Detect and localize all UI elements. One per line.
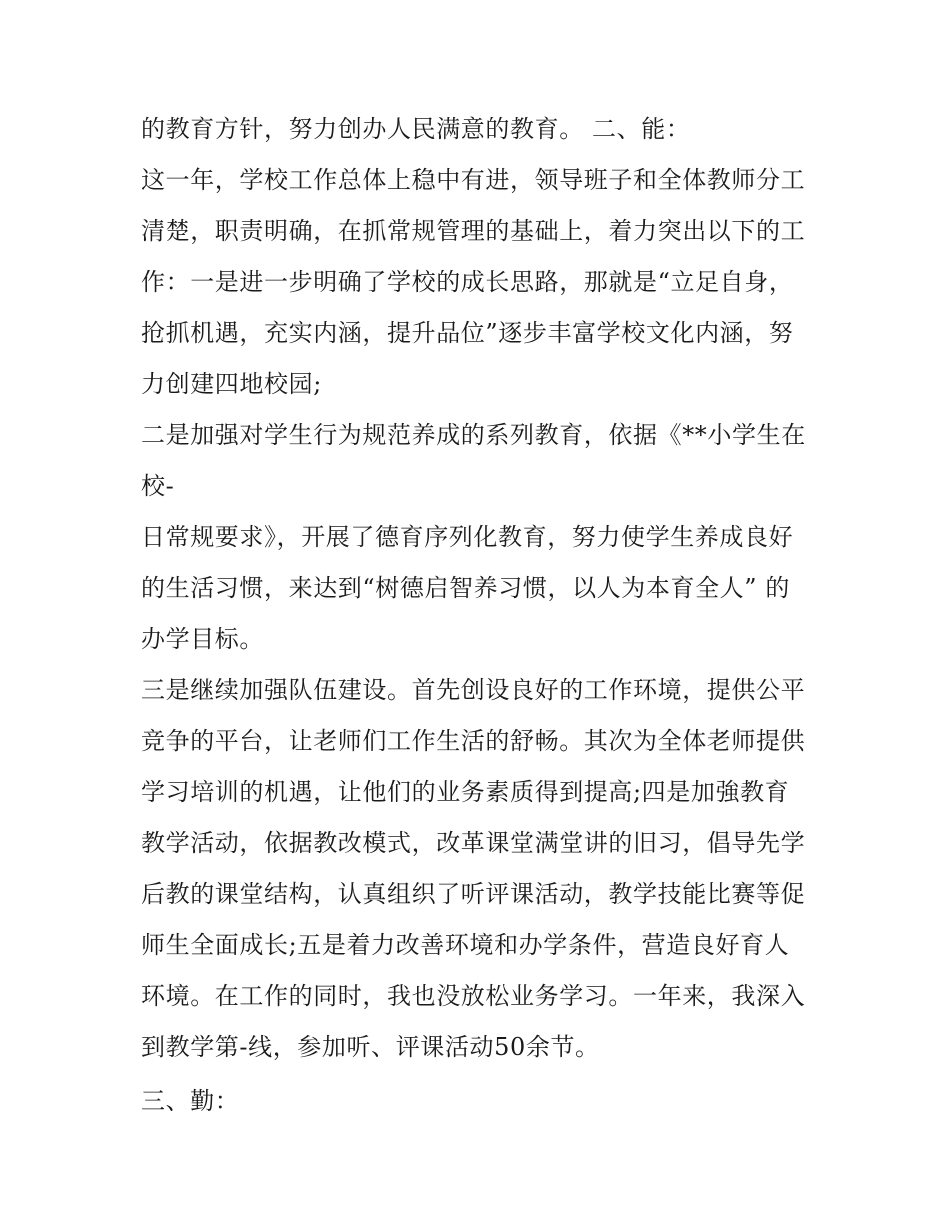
text-line: 作：一是进一步明确了学校的成长思路，那就是“立足自身， xyxy=(141,268,794,296)
text-line: 后教的课堂结构，认真组织了听评课活动，教学技能比赛等促 xyxy=(141,880,806,908)
text-line: 到教学第-线，参加听、评课活动50余节。 xyxy=(141,1033,600,1061)
text-line: 二是加强对学生行为规范养成的系列教育，依据《**小学生在 xyxy=(141,421,806,449)
text-line: 师生全面成长;五是着力改善环境和办学条件，营造良好育人 xyxy=(141,931,790,959)
text-line: 清楚，职责明确，在抓常规管理的基础上，着力突出以下的工 xyxy=(141,217,806,245)
text-line: 日常规要求》，开展了德育序列化教育，努力使学生养成良好 xyxy=(141,523,794,551)
text-line: 的生活习惯，来达到“树德启智养习惯，以人为本育全人” 的 xyxy=(141,574,790,602)
text-line: 三是继续加强队伍建设。首先创设良好的工作环境，提供公平 xyxy=(141,676,806,704)
text-line: 抢抓机遇，充实内涵，提升品位”逐步丰富学校文化内涵，努 xyxy=(141,319,794,347)
text-line: 校- xyxy=(141,472,175,500)
text-line: 教学活动，依据教改模式，改革课堂满堂讲的旧习，倡导先学 xyxy=(141,829,806,857)
text-line: 学习培训的机遇，让他们的业务素质得到提高;四是加強教育 xyxy=(141,778,790,806)
text-line: 竞争的平台，让老师们工作生活的舒畅。其次为全体老师提供 xyxy=(141,727,806,755)
text-line: 环境。在工作的同时，我也没放松业务学习。一年来，我深入 xyxy=(141,982,806,1010)
text-line: 的教育方针，努力创办人民满意的教育。 二、能： xyxy=(141,115,691,143)
text-line: 力创建四地校园; xyxy=(141,370,322,398)
text-line: 这一年，学校工作总体上稳中有进，领导班子和全体教师分工 xyxy=(141,166,806,194)
text-line: 办学目标。 xyxy=(141,625,264,653)
section-heading: 三、勤： xyxy=(141,1087,240,1115)
